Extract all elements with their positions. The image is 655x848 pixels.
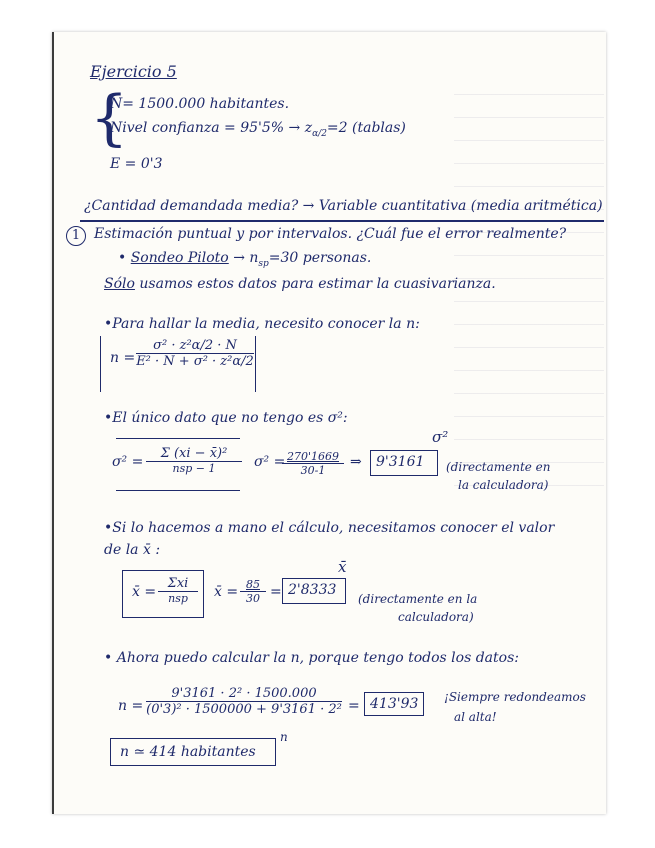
mean-eq: = bbox=[270, 584, 282, 600]
final-note-1: ¡Siempre redondeamos bbox=[444, 690, 586, 704]
notebook-page bbox=[52, 32, 606, 814]
answer-text: n ≃ 414 habitantes bbox=[120, 744, 256, 760]
sigma-formula-underline bbox=[116, 490, 240, 491]
given-brace: { bbox=[90, 83, 129, 153]
question-underline bbox=[80, 220, 604, 222]
sigma-formula-lhs: σ² = bbox=[112, 454, 144, 470]
given-population: N= 1500.000 habitantes. bbox=[110, 96, 290, 112]
mean-formula-lhs: x̄ = bbox=[132, 584, 157, 600]
sigma-note-1: (directamente en bbox=[446, 460, 551, 474]
pilot-line: • Sondeo Piloto → $n_{sp}=30$ personas. bbox=[118, 250, 372, 269]
by-hand-line-2: de la x̄ : bbox=[104, 542, 161, 558]
final-calc-lhs: n = bbox=[118, 698, 144, 714]
sigma-formula-fraction: Σ (xi − x̄)² nsp − 1 bbox=[146, 446, 242, 475]
sigma-result-label: σ² bbox=[432, 428, 449, 446]
final-result: 413'93 bbox=[370, 696, 419, 712]
by-hand-line-1: •Si lo hacemos a mano el cálculo, necesitamos conocer el valor bbox=[104, 520, 555, 536]
exercise-title: Ejercicio 5 bbox=[90, 62, 177, 81]
section-title: Estimación puntual y por intervalos. ¿Cuál fue el error realmente? bbox=[94, 226, 567, 242]
now-calc-line: • Ahora puedo calcular la n, porque tengo todos los datos: bbox=[104, 650, 519, 666]
mean-calc-lhs: x̄ = bbox=[214, 584, 239, 600]
sigma-arrow: ⇒ bbox=[350, 454, 362, 470]
given-confidence: Nivel confianza = $95'5\% \to z_{\alpha/2}=2$ (tablas) bbox=[110, 120, 406, 139]
mean-formula-fraction: Σxi nsp bbox=[158, 576, 198, 605]
final-calc-fraction: $\frac{\text{9'3161 · 2² · 1500.000}}{\text{(0'3)² · 1500000 + 9'3161 · 2²}}$ bbox=[146, 686, 342, 717]
given-error: E = 0'3 bbox=[110, 156, 163, 172]
final-calc-eq: = bbox=[348, 698, 360, 714]
mean-note-1: (directamente en la bbox=[358, 592, 478, 606]
sigma-calc-fraction: $\frac{270'1669}{30-1}$ bbox=[282, 450, 344, 477]
sigma-formula-overline bbox=[116, 438, 240, 439]
sigma-note-2: la calculadora) bbox=[458, 478, 549, 492]
sigma-calc-lhs: σ² = bbox=[254, 454, 286, 470]
formula-n-lhs: n = bbox=[110, 350, 136, 366]
mean-note-2: calculadora) bbox=[398, 610, 474, 624]
final-note-2: al alta! bbox=[454, 710, 497, 724]
sigma-result: 9'3161 bbox=[376, 454, 425, 470]
mean-calc-fraction: $\frac{85}{30}$ bbox=[240, 578, 266, 605]
mean-result-label: x̄ bbox=[338, 558, 347, 576]
section-number: 1 bbox=[66, 226, 86, 246]
answer-label: n bbox=[280, 730, 288, 744]
find-mean-line: •Para hallar la media, necesito conocer la n: bbox=[104, 316, 420, 332]
mean-result: 2'8333 bbox=[288, 582, 337, 598]
formula-n-fraction: $\frac{\text{σ² · z²α/2 · N}}{\text{E² · N + σ² · z²α/2}}$ bbox=[136, 338, 254, 369]
question-line: ¿Cantidad demandada media? → Variable cuantitativa (media aritmética) bbox=[84, 198, 603, 214]
only-data-line: •El único dato que no tengo es σ²: bbox=[104, 410, 348, 426]
only-use-line: Sólo usamos estos datos para estimar la cuasivarianza. bbox=[104, 276, 496, 292]
